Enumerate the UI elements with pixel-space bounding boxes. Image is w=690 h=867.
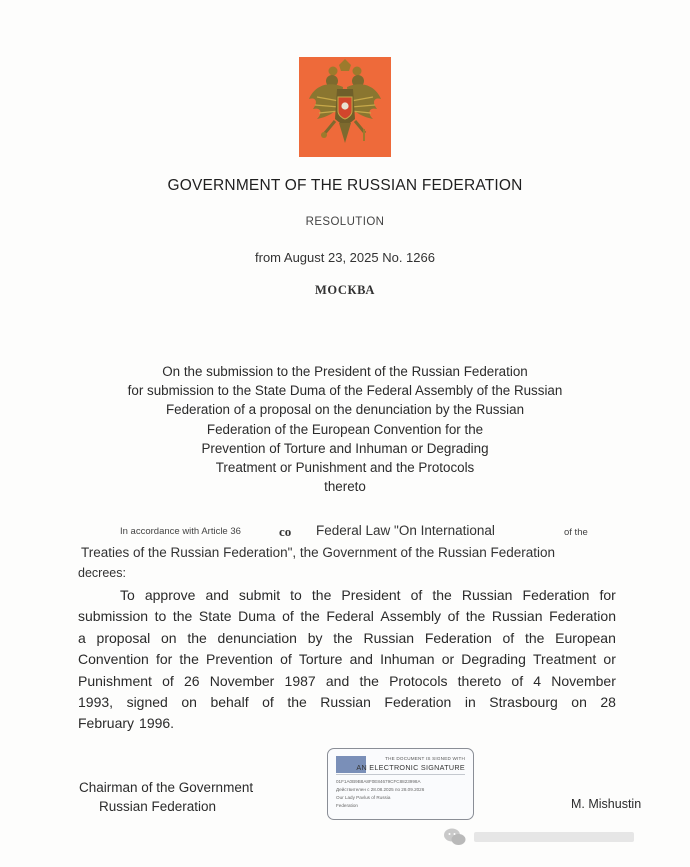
body-word: November bbox=[551, 672, 616, 689]
body-word: behalf bbox=[210, 694, 249, 711]
body-word: Federation bbox=[424, 629, 492, 646]
body-word: thereto bbox=[457, 672, 502, 689]
body-word: Protocols bbox=[389, 672, 448, 689]
body-word: European bbox=[555, 629, 616, 646]
body-word: for bbox=[599, 587, 616, 603]
state-emblem bbox=[299, 57, 391, 157]
intro-of-the: of the bbox=[564, 527, 588, 538]
body-word: submit bbox=[238, 587, 281, 603]
intro-law-name: Federal Law "On International bbox=[316, 523, 495, 538]
watermark-blur bbox=[474, 832, 634, 842]
body-word: of bbox=[282, 608, 294, 625]
signatory-title bbox=[79, 778, 253, 816]
body-word: Torture bbox=[298, 651, 343, 668]
body-line bbox=[78, 628, 616, 649]
body-word: 1987 bbox=[284, 672, 316, 689]
body-word: the bbox=[187, 629, 207, 646]
body-word: 26 bbox=[184, 672, 200, 689]
body-word: or bbox=[603, 651, 616, 668]
body-word: signed bbox=[126, 694, 168, 711]
document-type: RESOLUTION bbox=[305, 216, 385, 228]
body-word: 4 bbox=[533, 672, 542, 689]
body-word: Degrading bbox=[461, 651, 526, 668]
wechat-icon bbox=[443, 826, 467, 848]
body-line bbox=[78, 585, 616, 606]
body-word: submission bbox=[78, 608, 149, 625]
body-word: of bbox=[410, 587, 423, 603]
intro-article-reference: In accordance with Article 36 bbox=[120, 526, 241, 537]
subject-line: thereto bbox=[324, 479, 366, 495]
body-word: for bbox=[155, 651, 173, 668]
body-word: on bbox=[181, 694, 197, 711]
body-word: the bbox=[287, 694, 307, 711]
body-word: of bbox=[262, 694, 274, 711]
body-word: Federation bbox=[384, 694, 452, 711]
body-word: the bbox=[300, 608, 320, 625]
signatory-name: M. Mishustin bbox=[571, 797, 642, 811]
body-word: the bbox=[359, 672, 379, 689]
government-title: GOVERNMENT OF THE RUSSIAN FEDERATION bbox=[167, 177, 523, 194]
body-word: 1993, bbox=[78, 694, 114, 711]
body-word: by bbox=[307, 629, 323, 646]
body-line bbox=[78, 649, 616, 670]
body-word: State bbox=[198, 608, 232, 625]
body-line bbox=[78, 713, 616, 734]
electronic-signature-stamp bbox=[327, 748, 474, 820]
body-word: Strasbourg bbox=[489, 694, 558, 711]
body-word: of bbox=[447, 608, 460, 625]
body-word: a bbox=[78, 629, 86, 646]
body-word: on bbox=[571, 694, 587, 711]
body-word: the bbox=[172, 608, 193, 625]
double-headed-eagle-icon bbox=[299, 57, 391, 157]
body-word: 1996. bbox=[139, 715, 175, 732]
signatory-title-line-2: Russian Federation bbox=[99, 799, 217, 814]
body-word: approve bbox=[144, 587, 196, 603]
stamp-caption: THE DOCUMENT IS SIGNED WITH bbox=[385, 756, 465, 761]
body-line bbox=[78, 671, 616, 692]
body-word: Federal bbox=[326, 608, 374, 625]
body-word: Prevention bbox=[206, 651, 273, 668]
body-word: of bbox=[162, 672, 174, 689]
body-word: 28 bbox=[600, 694, 616, 711]
city-name: МОСКВА bbox=[315, 283, 375, 297]
body-word: President bbox=[341, 587, 401, 603]
body-word: denunciation bbox=[217, 629, 297, 646]
body-word: the bbox=[311, 587, 332, 603]
body-word: of bbox=[511, 672, 524, 689]
body-word: Russian bbox=[320, 694, 371, 711]
body-word: the bbox=[465, 608, 486, 625]
body-word: Federation bbox=[549, 608, 616, 625]
body-word: Punishment bbox=[78, 672, 152, 689]
subject-line: Prevention of Torture and Inhuman or Degrading bbox=[201, 440, 489, 456]
intro-line-2: Treaties of the Russian Federation", the Government of the Russian Federation bbox=[81, 545, 556, 560]
body-word: Russian bbox=[363, 629, 415, 646]
body-line bbox=[78, 692, 616, 713]
body-word: of bbox=[502, 629, 515, 646]
body-word: or bbox=[441, 651, 455, 668]
body-word: Russian bbox=[461, 587, 513, 603]
body-word: to bbox=[154, 608, 167, 625]
body-word: February bbox=[78, 715, 135, 732]
body-word: Assembly bbox=[380, 608, 442, 625]
stamp-certificate: 01F1A0B9B8A8F0E84679CFC8823998A bbox=[336, 779, 421, 784]
body-word: Russian bbox=[491, 608, 543, 625]
subject-line: Federation of the European Convention for the bbox=[206, 421, 484, 437]
body-word: proposal bbox=[96, 629, 151, 646]
body-word: November bbox=[209, 672, 275, 689]
signatory-title-line-1: Chairman of the Government bbox=[79, 780, 254, 795]
body-word: to bbox=[290, 587, 302, 603]
body-word: on bbox=[161, 629, 177, 646]
body-word: the bbox=[179, 651, 199, 668]
intro-preposition: со bbox=[279, 524, 292, 539]
stamp-owner-continued: Federation bbox=[336, 803, 358, 808]
body-word: the bbox=[524, 629, 545, 646]
stamp-validity: Действителен с 28.08.2025 по 28.09.2026 bbox=[336, 787, 425, 792]
resolution-subject bbox=[90, 362, 600, 496]
body-word: of bbox=[280, 651, 292, 668]
resolution-body bbox=[78, 585, 616, 735]
stamp-divider bbox=[336, 774, 465, 775]
body-word: Inhuman bbox=[380, 651, 435, 668]
body-word: in bbox=[464, 694, 476, 711]
body-word: and bbox=[205, 587, 229, 603]
intro-decrees: decrees: bbox=[78, 566, 126, 580]
body-line bbox=[78, 606, 616, 627]
body-word: Federation bbox=[522, 587, 590, 603]
subject-line: On the submission to the President of the Russian Federation bbox=[162, 364, 528, 379]
body-word: To bbox=[120, 587, 135, 603]
body-word: the bbox=[432, 587, 452, 603]
stamp-heading: AN ELECTRONIC SIGNATURE bbox=[356, 763, 465, 772]
resolution-date-number: from August 23, 2025 No. 1266 bbox=[255, 250, 435, 265]
subject-line: Federation of a proposal on the denunciation by the Russian bbox=[165, 402, 525, 418]
subject-line: Treatment or Punishment and the Protocols bbox=[215, 460, 475, 476]
body-word: and bbox=[349, 651, 373, 668]
body-word: the bbox=[333, 629, 353, 646]
subject-line: for submission to the State Duma of the Federal Assembly of the Russian bbox=[127, 383, 563, 399]
body-word: Convention bbox=[78, 651, 149, 668]
body-word: and bbox=[325, 672, 350, 689]
body-word: Treatment bbox=[533, 651, 597, 668]
body-word: Duma bbox=[238, 608, 276, 625]
stamp-owner: Our Lady Pavlus of Russia bbox=[336, 795, 391, 800]
